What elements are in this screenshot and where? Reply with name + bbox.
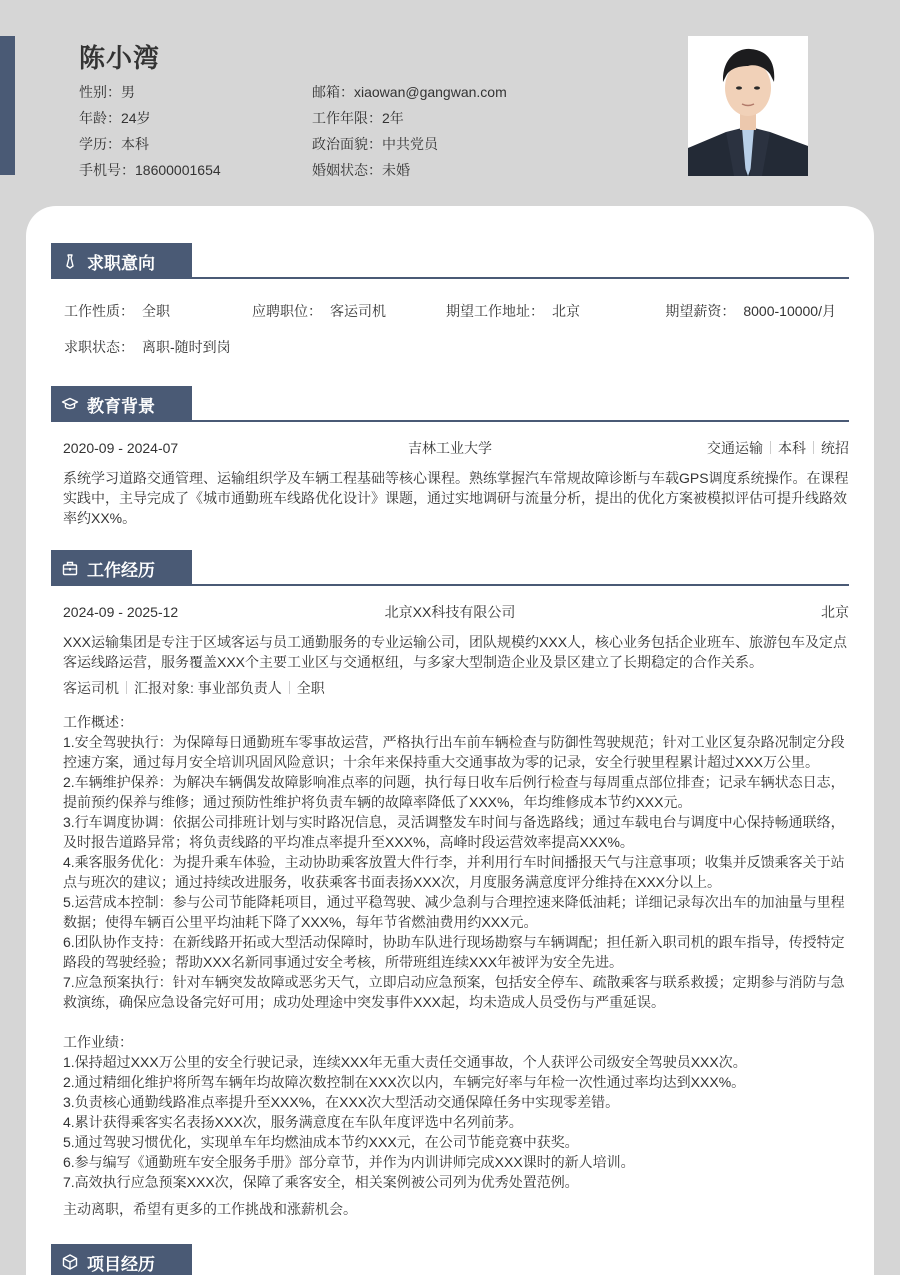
info-email: 邮箱：xiaowan@gangwan.com (312, 84, 507, 100)
section-work-experience (51, 550, 849, 1219)
header-accent-bar (0, 36, 15, 175)
person-portrait-icon (688, 36, 808, 176)
achievement-item: 4.累计获得乘客实名表扬XXX次，服务满意度在车队年度评选中名列前茅。 (63, 1114, 523, 1130)
achievements-title: 工作业绩： (63, 1034, 133, 1050)
intent-fields (51, 301, 849, 371)
work-tags: 客运司机 汇报对象: 事业部负责人 全职 (63, 680, 325, 696)
achievement-item: 5.通过驾驶习惯优化，实现单车年均燃油成本节约XXX元，在公司节能竞赛中获奖。 (63, 1134, 579, 1150)
cube-icon (61, 1253, 79, 1271)
achievement-item: 6.参与编写《通勤班车安全服务手册》部分章节，并作为内训讲师完成XXX课时的新人培训。 (63, 1154, 635, 1170)
info-phone: 手机号：18600001654 (79, 162, 221, 178)
intent-job-type: 工作性质： 全职 (64, 303, 170, 319)
section-title-tab: 项目经历 (51, 1244, 192, 1275)
intent-location: 期望工作地址： 北京 (446, 303, 580, 319)
work-entry (51, 602, 849, 1219)
education-period: 2020-09 - 2024-07 (63, 440, 179, 456)
personal-info-right (312, 82, 507, 186)
education-entry (51, 438, 849, 528)
achievement-item: 1.保持超过XXX万公里的安全行驶记录，连续XXX年无重大责任交通事故，个人获评公司级安全驾驶员XXX次。 (63, 1054, 747, 1070)
section-header (51, 386, 849, 422)
overview-item: 1.安全驾驶执行：为保障每日通勤班车零事故运营，严格执行出车前车辆检查与防御性驾驶规范；针对工业区复杂路况制定分段控速方案，通过每月安全培训巩固风险意识；十余年来保持重大交通事故为零的记录，安全行驶里程累计超过XXX万公里。 (63, 734, 845, 770)
section-header (51, 550, 849, 586)
divider (770, 441, 771, 454)
info-education: 学历：本科 (79, 136, 149, 152)
education-description: 系统学习道路交通管理、运输组织学及车辆工程基础等核心课程。熟练掌握汽车常规故障诊断与车载GPS调度系统操作。在课程实践中，主导完成了《城市通勤班车线路优化设计》课题，通过实地调研与流量分析，提出的优化方案被模拟评估可提升线路效率约XX%。 (63, 470, 849, 526)
company-description: XXX运输集团是专注于区域客运与员工通勤服务的专业运输公司，团队规模约XXX人，核心业务包括企业班车、旅游包车及定点客运线路运营，服务覆盖XXX个主要工业区与交通枢纽，与多家大型制造企业及景区建立了长期稳定的合作关系。 (63, 634, 848, 670)
work-location: 北京 (821, 604, 849, 620)
tie-icon (61, 252, 79, 270)
divider (813, 441, 814, 454)
overview-item: 7.应急预案执行：针对车辆突发故障或恶劣天气，立即启动应急预案，包括安全停车、疏散乘客与联系救援；定期参与消防与急救演练，确保应急设备完好可用；成功处理途中突发事件XXX起，均未造成人员受伤与严重延误。 (63, 974, 845, 1010)
info-gender: 性别：男 (79, 84, 135, 100)
intent-position: 应聘职位： 客运司机 (252, 303, 386, 319)
section-education (51, 386, 849, 528)
section-header (51, 1244, 849, 1275)
divider (289, 681, 290, 694)
overview-title: 工作概述： (63, 714, 133, 730)
section-header (51, 243, 849, 279)
work-achievements (51, 1032, 849, 1192)
briefcase-icon (61, 559, 79, 577)
work-period: 2024-09 - 2025-12 (63, 604, 179, 620)
overview-item: 6.团队协作支持：在新线路开拓或大型活动保障时，协助车队进行现场勘察与车辆调配；担任新入职司机的跟车指导，传授特定路段的驾驶经验；帮助XXX名新同事通过安全考核，所带班组连续XXX年被评为安全先进。 (63, 934, 845, 970)
intent-salary: 期望薪资： 8000-10000/月 (665, 303, 836, 319)
work-entry-header (51, 602, 849, 622)
section-title-tab: 工作经历 (51, 550, 192, 586)
section-title-tab: 教育背景 (51, 386, 192, 422)
overview-item: 3.行车调度协调：依据公司排班计划与实时路况信息，灵活调整发车时间与备选路线；通过车载电台与调度中心保持畅通联络，及时报告道路异常；将负责线路的平均准点率提升至XXX%，高峰时段运营效率提高XXX%。 (63, 814, 845, 850)
school-name: 吉林工业大学 (408, 440, 492, 456)
candidate-name: 陈小湾 (79, 43, 161, 73)
divider (126, 681, 127, 694)
section-projects (51, 1244, 849, 1275)
leave-reason: 主动离职，希望有更多的工作挑战和涨薪机会。 (63, 1201, 357, 1217)
section-title-tab: 求职意向 (51, 243, 192, 279)
overview-item: 2.车辆维护保养：为解决车辆偶发故障影响准点率的问题，执行每日收车后例行检查与每周重点部位排查；记录车辆状态日志，提前预约保养与维修；通过预防性维护将负责车辆的故障率降低了XXX%，年均维修成本节约XXX元。 (63, 774, 845, 810)
overview-item: 5.运营成本控制：参与公司节能降耗项目，通过平稳驾驶、减少急刹与合理控速来降低油耗；详细记录每次出车的加油量与里程数据；使得车辆百公里平均油耗下降了XXX%，每年节省燃油费用约XXX元。 (63, 894, 845, 930)
intent-status: 求职状态： 离职-随时到岗 (64, 339, 231, 355)
education-entry-header (51, 438, 849, 458)
info-marital-status: 婚姻状态：未婚 (312, 162, 410, 178)
achievement-item: 3.负责核心通勤线路准点率提升至XXX%，在XXX次大型活动交通保障任务中实现零差错。 (63, 1094, 620, 1110)
achievement-item: 2.通过精细化维护将所驾车辆年均故障次数控制在XXX次以内，车辆完好率与年检一次性通过率均达到XXX%。 (63, 1074, 746, 1090)
overview-item: 4.乘客服务优化：为提升乘车体验，主动协助乘客放置大件行李，并利用行车时间播报天气与注意事项；收集并反馈乘客关于站点与班次的建议；通过持续改进服务，收获乘客书面表扬XXX次，月度服务满意度评分维持在XXX分以上。 (63, 854, 845, 890)
info-work-years: 工作年限：2年 (312, 110, 404, 126)
company-name: 北京XX科技有限公司 (384, 604, 516, 620)
info-political-status: 政治面貌：中共党员 (312, 136, 438, 152)
info-age: 年龄：24岁 (79, 110, 151, 126)
resume-card (26, 206, 874, 1275)
section-job-intent (51, 243, 849, 371)
achievement-item: 7.高效执行应急预案XXX次，保障了乘客安全，相关案例被公司列为优秀处置范例。 (63, 1174, 579, 1190)
education-tags: 交通运输 本科 统招 (707, 440, 849, 456)
personal-info-left (79, 82, 221, 186)
work-overview (51, 712, 849, 1012)
graduation-cap-icon (61, 395, 79, 413)
profile-photo (688, 36, 808, 176)
